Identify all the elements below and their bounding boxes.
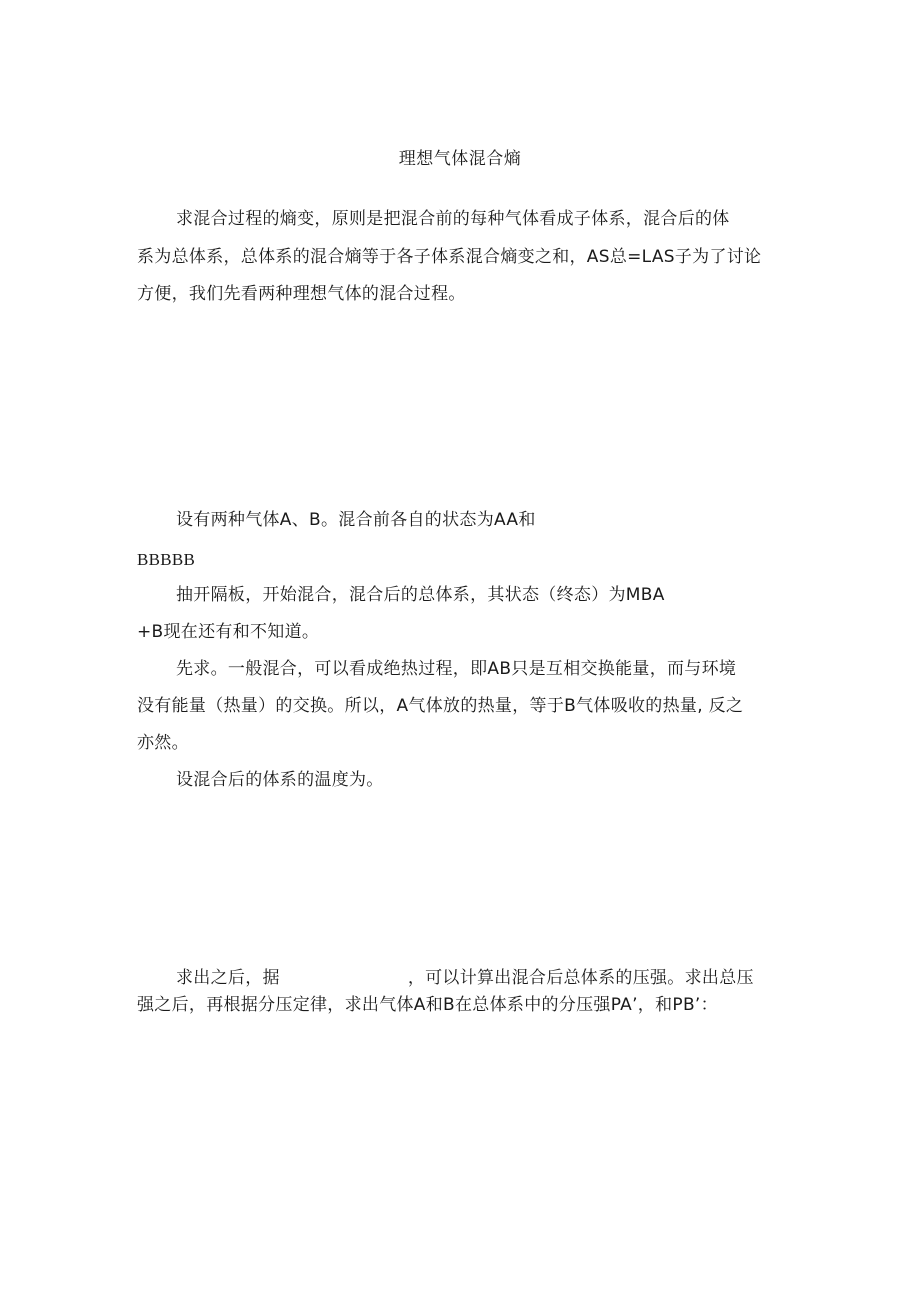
paragraph-5-line-1: 设混合后的体系的温度为。 [176,770,384,790]
paragraph-3-line-2: +B现在还有和不知道。 [137,622,320,642]
paragraph-3-line-1: 抽开隔板，开始混合，混合后的总体系，其状态（终态）为MBA [176,585,665,605]
paragraph-2-line-1: 设有两种气体A、B。混合前各自的状态为AA和 [176,510,536,530]
paragraph-2-line-2: BBBBB [137,550,196,569]
paragraph-4-line-3: 亦然。 [137,733,189,753]
page-title: 理想气体混合熵 [398,149,522,169]
paragraph-6-line-1-part-1: 求出之后，据 [176,968,280,988]
paragraph-4-line-2: 没有能量（热量）的交换。所以，A气体放的热量，等于B气体吸收的热量, 反之 [137,696,744,716]
paragraph-1-line-2: 系为总体系，总体系的混合熵等于各子体系混合熵变之和，AS总=LAS子为了讨论 [137,247,762,267]
paragraph-1-line-3: 方便，我们先看两种理想气体的混合过程。 [137,284,466,304]
paragraph-6-line-1 [176,966,754,990]
paragraph-6-line-2: 强之后，再根据分压定律，求出气体A和B在总体系中的分压强PA’，和PB’： [137,995,718,1015]
paragraph-4-line-1: 先求。一般混合，可以看成绝热过程，即AB只是互相交换能量，而与环境 [176,659,737,679]
paragraph-6-line-1-part-2: ，可以计算出混合后总体系的压强。求出总压 [407,968,754,988]
paragraph-1-line-1: 求混合过程的熵变，原则是把混合前的每种气体看成子体系，混合后的体 [176,209,730,229]
